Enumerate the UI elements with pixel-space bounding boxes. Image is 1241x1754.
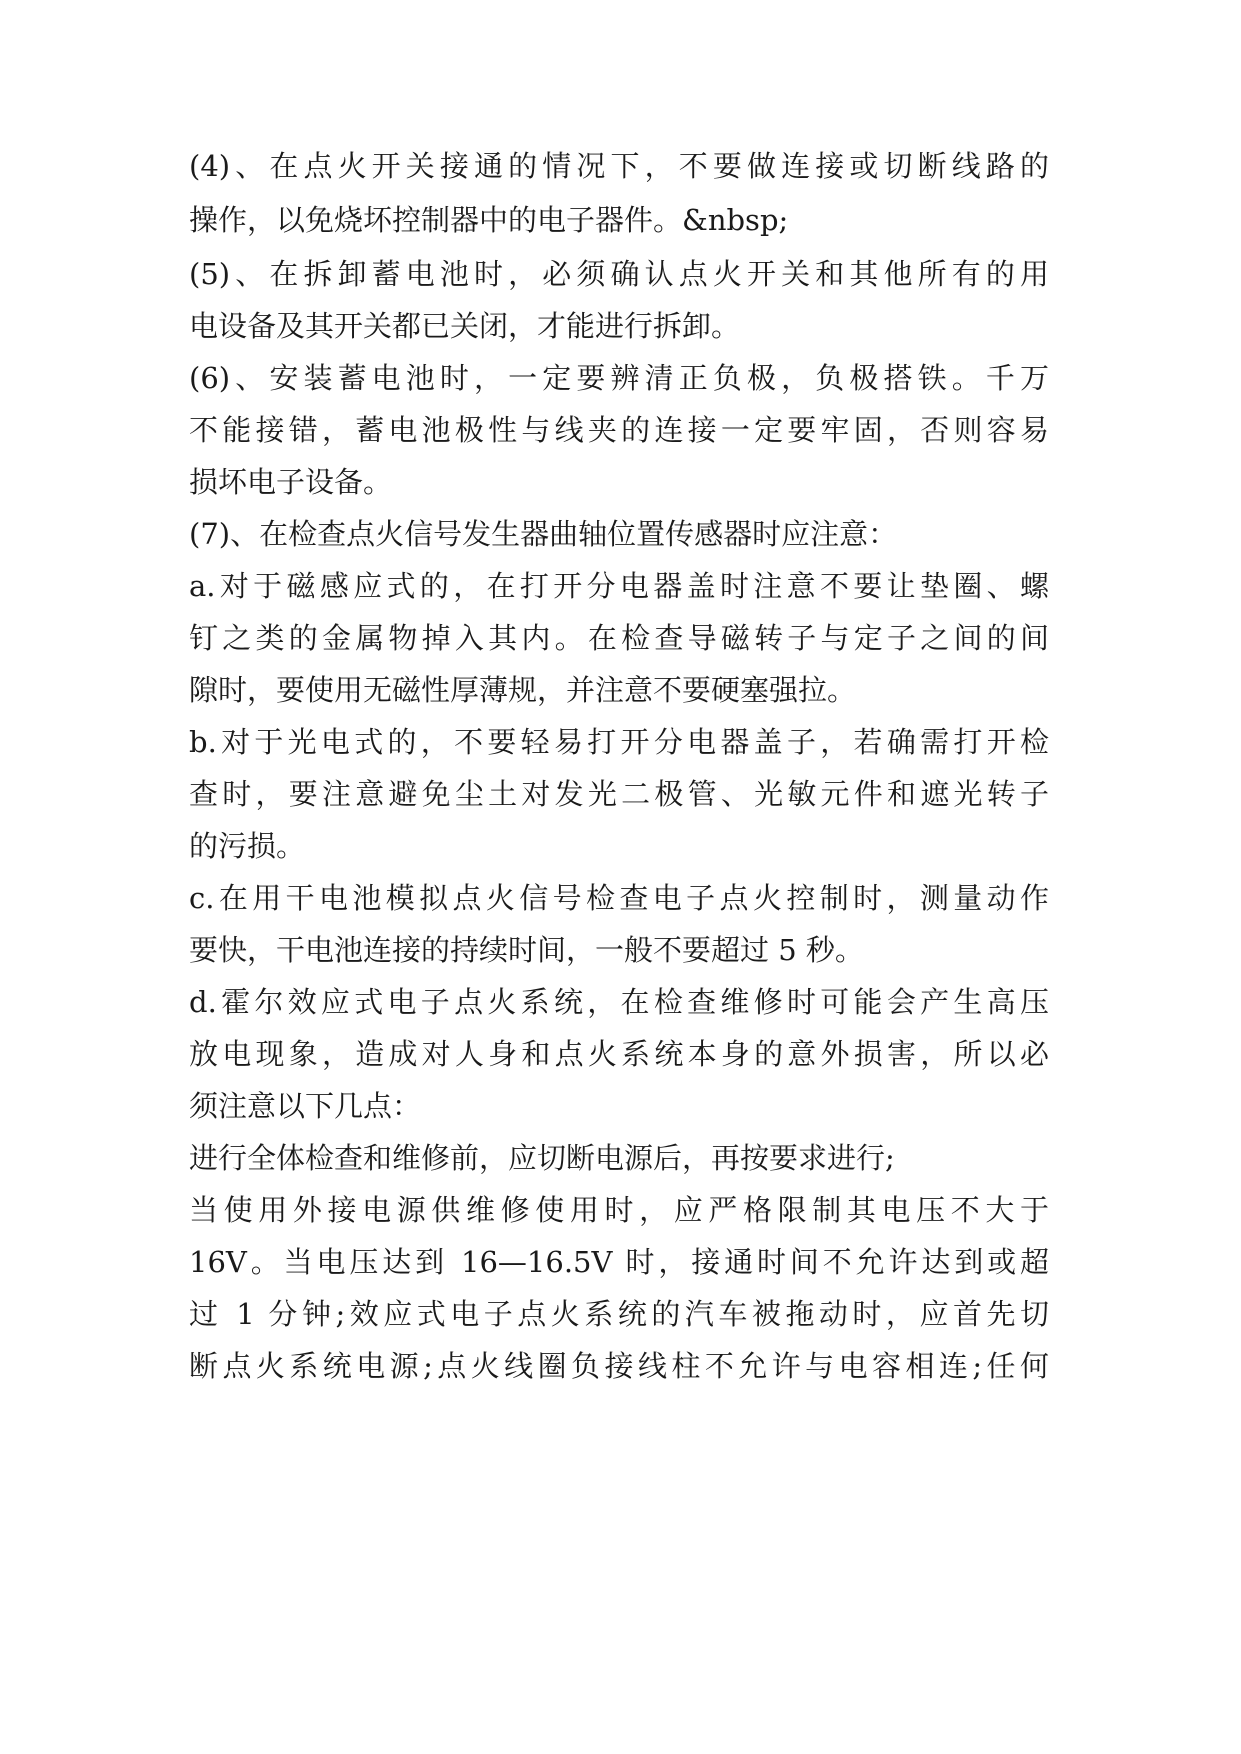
text-line: 放电现象，造成对人身和点火系统本身的意外损害，所以必 — [189, 1037, 1049, 1071]
text-line: 16V。当电压达到 16—16.5V 时，接通时间不允许达到或超 — [189, 1245, 1049, 1279]
text-line: 过 1 分钟;效应式电子点火系统的汽车被拖动时，应首先切 — [189, 1297, 1049, 1331]
text-line: 断点火系统电源;点火线圈负接线柱不允许与电容相连;任何 — [189, 1349, 1049, 1383]
text-line: 当使用外接电源供维修使用时，应严格限制其电压不大于 — [189, 1193, 1049, 1227]
text-line: 的污损。 — [189, 829, 306, 863]
text-line: 要快，干电池连接的持续时间，一般不要超过 5 秒。 — [189, 933, 864, 967]
text-line: 操作，以免烧坏控制器中的电子器件。&nbsp; — [189, 203, 789, 237]
text-line: 须注意以下几点： — [189, 1089, 422, 1123]
text-line: 损坏电子设备。 — [189, 465, 393, 499]
text-line: (4)、在点火开关接通的情况下，不要做连接或切断线路的 — [189, 149, 1049, 183]
text-line: 钉之类的金属物掉入其内。在检查导磁转子与定子之间的间 — [189, 621, 1049, 655]
text-line: c.在用干电池模拟点火信号检查电子点火控制时，测量动作 — [189, 881, 1049, 915]
text-line: d.霍尔效应式电子点火系统，在检查维修时可能会产生高压 — [189, 985, 1049, 1019]
text-line: a.对于磁感应式的，在打开分电器盖时注意不要让垫圈、螺 — [189, 569, 1049, 603]
text-line: 进行全体检查和维修前，应切断电源后，再按要求进行; — [189, 1141, 895, 1175]
text-line: 查时，要注意避免尘土对发光二极管、光敏元件和遮光转子 — [189, 777, 1049, 811]
text-line: (7)、在检查点火信号发生器曲轴位置传感器时应注意： — [189, 517, 898, 551]
text-line: 隙时，要使用无磁性厚薄规，并注意不要硬塞强拉。 — [189, 673, 857, 707]
text-line: 电设备及其开关都已关闭，才能进行拆卸。 — [189, 309, 741, 343]
text-line: 不能接错，蓄电池极性与线夹的连接一定要牢固，否则容易 — [189, 413, 1049, 447]
text-line: (5)、在拆卸蓄电池时，必须确认点火开关和其他所有的用 — [189, 257, 1049, 291]
text-line: b.对于光电式的，不要轻易打开分电器盖子，若确需打开检 — [189, 725, 1049, 759]
text-line: (6)、安装蓄电池时，一定要辨清正负极，负极搭铁。千万 — [189, 361, 1049, 395]
